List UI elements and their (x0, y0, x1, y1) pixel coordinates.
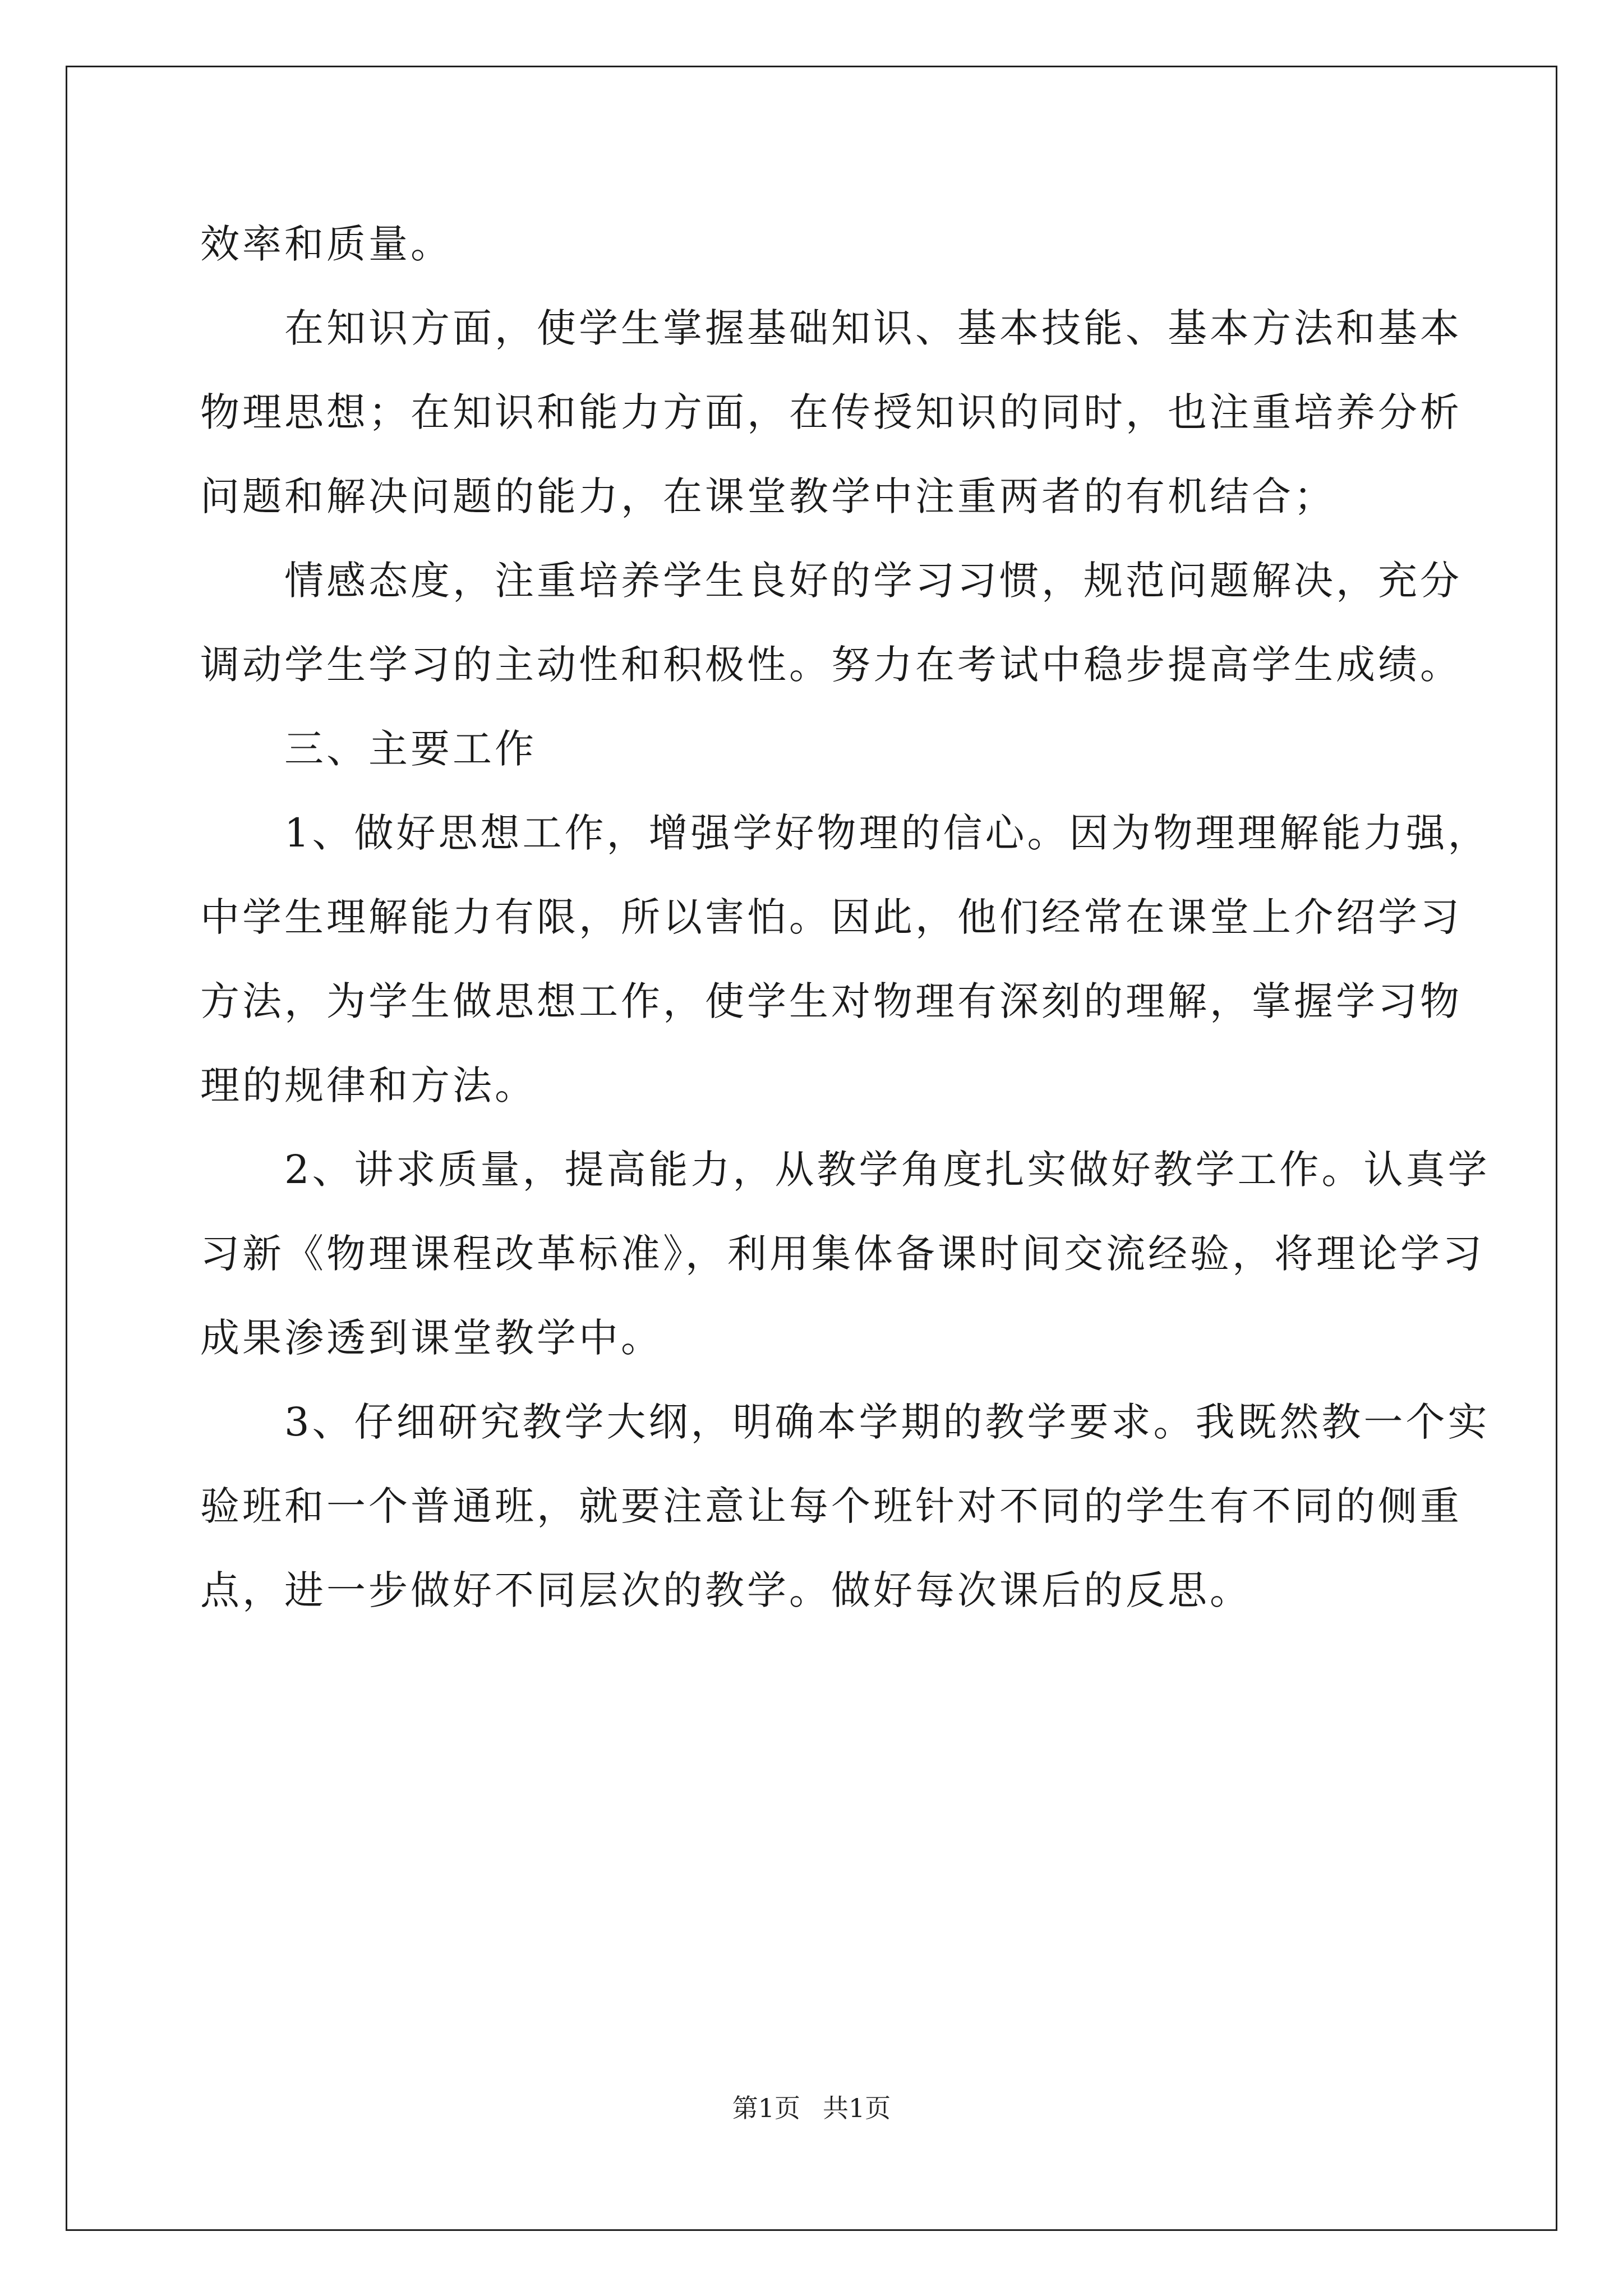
text-line: 问题和解决问题的能力，在课堂教学中注重两者的有机结合； (200, 473, 1336, 519)
text-line: 物理思想；在知识和能力方面，在传授知识的同时，也注重培养分析 (200, 389, 1462, 435)
text-line: 理的规律和方法。 (200, 1062, 537, 1108)
paragraph-knowledge (200, 286, 1462, 539)
section-heading-main-work (200, 707, 1434, 791)
text-line: 习新《物理课程改革标准》，利用集体备课时间交流经验，将理论学习 (200, 1231, 1484, 1277)
text-line: 验班和一个普通班，就要注意让每个班针对不同的学生有不同的侧重 (200, 1483, 1462, 1529)
document-body (200, 202, 1490, 1632)
paragraph-item-2 (200, 1128, 1490, 1380)
page-footer (0, 2091, 1623, 2125)
text-line: 1、做好思想工作，增强学好物理的信心。因为物理理解能力强， (284, 810, 1490, 856)
text-line: 2、讲求质量，提高能力，从教学角度扎实做好教学工作。认真学 (284, 1147, 1490, 1193)
text-line: 在知识方面，使学生掌握基础知识、基本技能、基本方法和基本 (284, 305, 1462, 351)
text-line: 三、主要工作 (284, 726, 537, 772)
paragraph-item-1 (200, 791, 1490, 1128)
text-line: 中学生理解能力有限，所以害怕。因此，他们经常在课堂上介绍学习 (200, 894, 1462, 940)
page-number-current: 第1页 (732, 2093, 800, 2123)
text-line: 成果渗透到课堂教学中。 (200, 1315, 663, 1361)
text-line: 效率和质量。 (200, 221, 453, 267)
text-line: 点，进一步做好不同层次的教学。做好每次课后的反思。 (200, 1567, 1252, 1613)
text-line: 调动学生学习的主动性和积极性。努力在考试中稳步提高学生成绩。 (200, 642, 1462, 688)
paragraph-intro-tail (200, 202, 1434, 286)
text-line: 3、仔细研究教学大纲，明确本学期的教学要求。我既然教一个实 (284, 1399, 1490, 1445)
text-line: 方法，为学生做思想工作，使学生对物理有深刻的理解，掌握学习物 (200, 978, 1462, 1024)
page-number-total: 共1页 (823, 2093, 891, 2123)
paragraph-emotion (200, 539, 1462, 707)
text-line: 情感态度，注重培养学生良好的学习习惯，规范问题解决，充分 (284, 558, 1462, 604)
paragraph-item-3 (200, 1380, 1490, 1632)
